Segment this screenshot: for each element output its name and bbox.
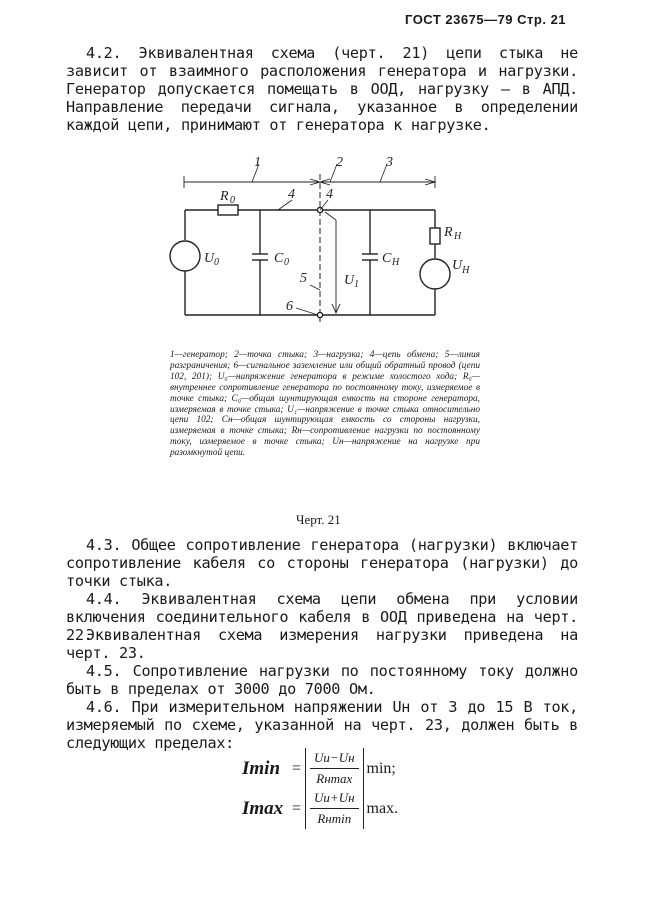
paragraph-4-3: 4.3. Общее сопротивление генератора (нагрузки) включает сопротивление кабеля со стороны генератора (нагрузки) до точки стыка.	[66, 536, 578, 590]
label-u0-sub: 0	[214, 257, 219, 268]
formula-i-min: Imin = $\frac{Uи-Uн}{Rн\max}$ min;	[242, 748, 396, 789]
figure-caption: 1—генератор; 2—точка стыка; 3—нагрузка; 4—цепь обмена; 5—линия разграничения; 6—сигнальное заземление или общий обратный провод (цепи 102, 201); U₀—напряжение генератора в режиме холостого хода; R₀—внутреннее сопротивление генератора по постоянному току, измеряемое в точке стыка; C₀—общая шунтирующая емкость на стороне генератора, измеряемая в точке стыка; U₁—напряжение в точке стыка относительно цепи 102; Cн—общая шунтирующая емкость со стороны нагрузки, измеряемая в точке стыка; Rн—сопротивление нагрузки по постоянному току, измеряемое в точке стыка; Uн—напряжение на нагрузке при разомкнутой цепи.	[170, 350, 480, 459]
label-u0: U	[204, 251, 215, 266]
label-3: 3	[386, 155, 393, 170]
label-5: 5	[300, 271, 307, 286]
label-r0-sub: 0	[230, 195, 235, 206]
label-rn-sub: Н	[454, 231, 462, 242]
formula-min-denominator: Rнmax	[316, 771, 353, 786]
figure-label: Черт. 21	[296, 512, 341, 527]
paragraph-4-2: 4.2. Эквивалентная схема (черт. 21) цепи стыка не зависит от взаимного расположения генератора и нагрузки. Генератор допускается помещать в ООД, нагрузку — в АПД. Направление передачи сигнала, указанное в определении каждой цепи, принимают от генератора к нагрузке.	[66, 44, 578, 134]
label-cn: C	[382, 251, 392, 266]
formula-i-max: Imax = $\frac{Uи+Uн}{Rн\min}$ max.	[242, 788, 398, 829]
paragraph-4-4: 4.4. Эквивалентная схема цепи обмена при условии включения соединительного кабеля в ООД приведена на черт. 22.	[66, 590, 578, 644]
label-6: 6	[286, 299, 293, 314]
page-header: ГОСТ 23675—79 Стр. 21	[405, 12, 567, 27]
label-un: $U_Н$	[452, 258, 470, 276]
label-cn-sub: Н	[392, 257, 400, 268]
label-1: 1	[254, 155, 261, 170]
paragraph-4-5: 4.5. Сопротивление нагрузки по постоянному току должно быть в пределах от 3000 до 7000 Ом.	[66, 662, 578, 698]
label-4a: 4	[288, 187, 295, 202]
formula-max-lhs: Imax	[242, 797, 284, 819]
label-2: 2	[336, 155, 343, 170]
label-rn: R	[444, 225, 453, 240]
formula-min-lhs: Imin	[242, 757, 281, 779]
label-4b: 4	[326, 187, 333, 202]
label-r0: R	[220, 189, 229, 204]
formula-max-denominator: Rнmin	[317, 811, 352, 826]
formula-max-numerator: Uи+Uн	[310, 790, 359, 809]
formula-min-numerator: Uи−Uн	[310, 750, 359, 769]
formula-max-tail: max.	[366, 799, 399, 817]
label-c0: C	[274, 251, 284, 266]
paragraph-4-6: 4.6. При измерительном напряжении Uн от 3 до 15 В ток, измеряемый по схеме, указанной на черт. 23, должен быть в следующих пределах:	[66, 698, 578, 752]
label-u1: U	[344, 273, 355, 288]
paragraph-4-4-measurement: Эквивалентная схема измерения нагрузки приведена на черт. 23.	[66, 626, 578, 662]
formula-min-tail: min;	[366, 759, 396, 777]
label-c0-sub: 0	[284, 257, 289, 268]
label-u1-sub: 1	[354, 279, 359, 290]
